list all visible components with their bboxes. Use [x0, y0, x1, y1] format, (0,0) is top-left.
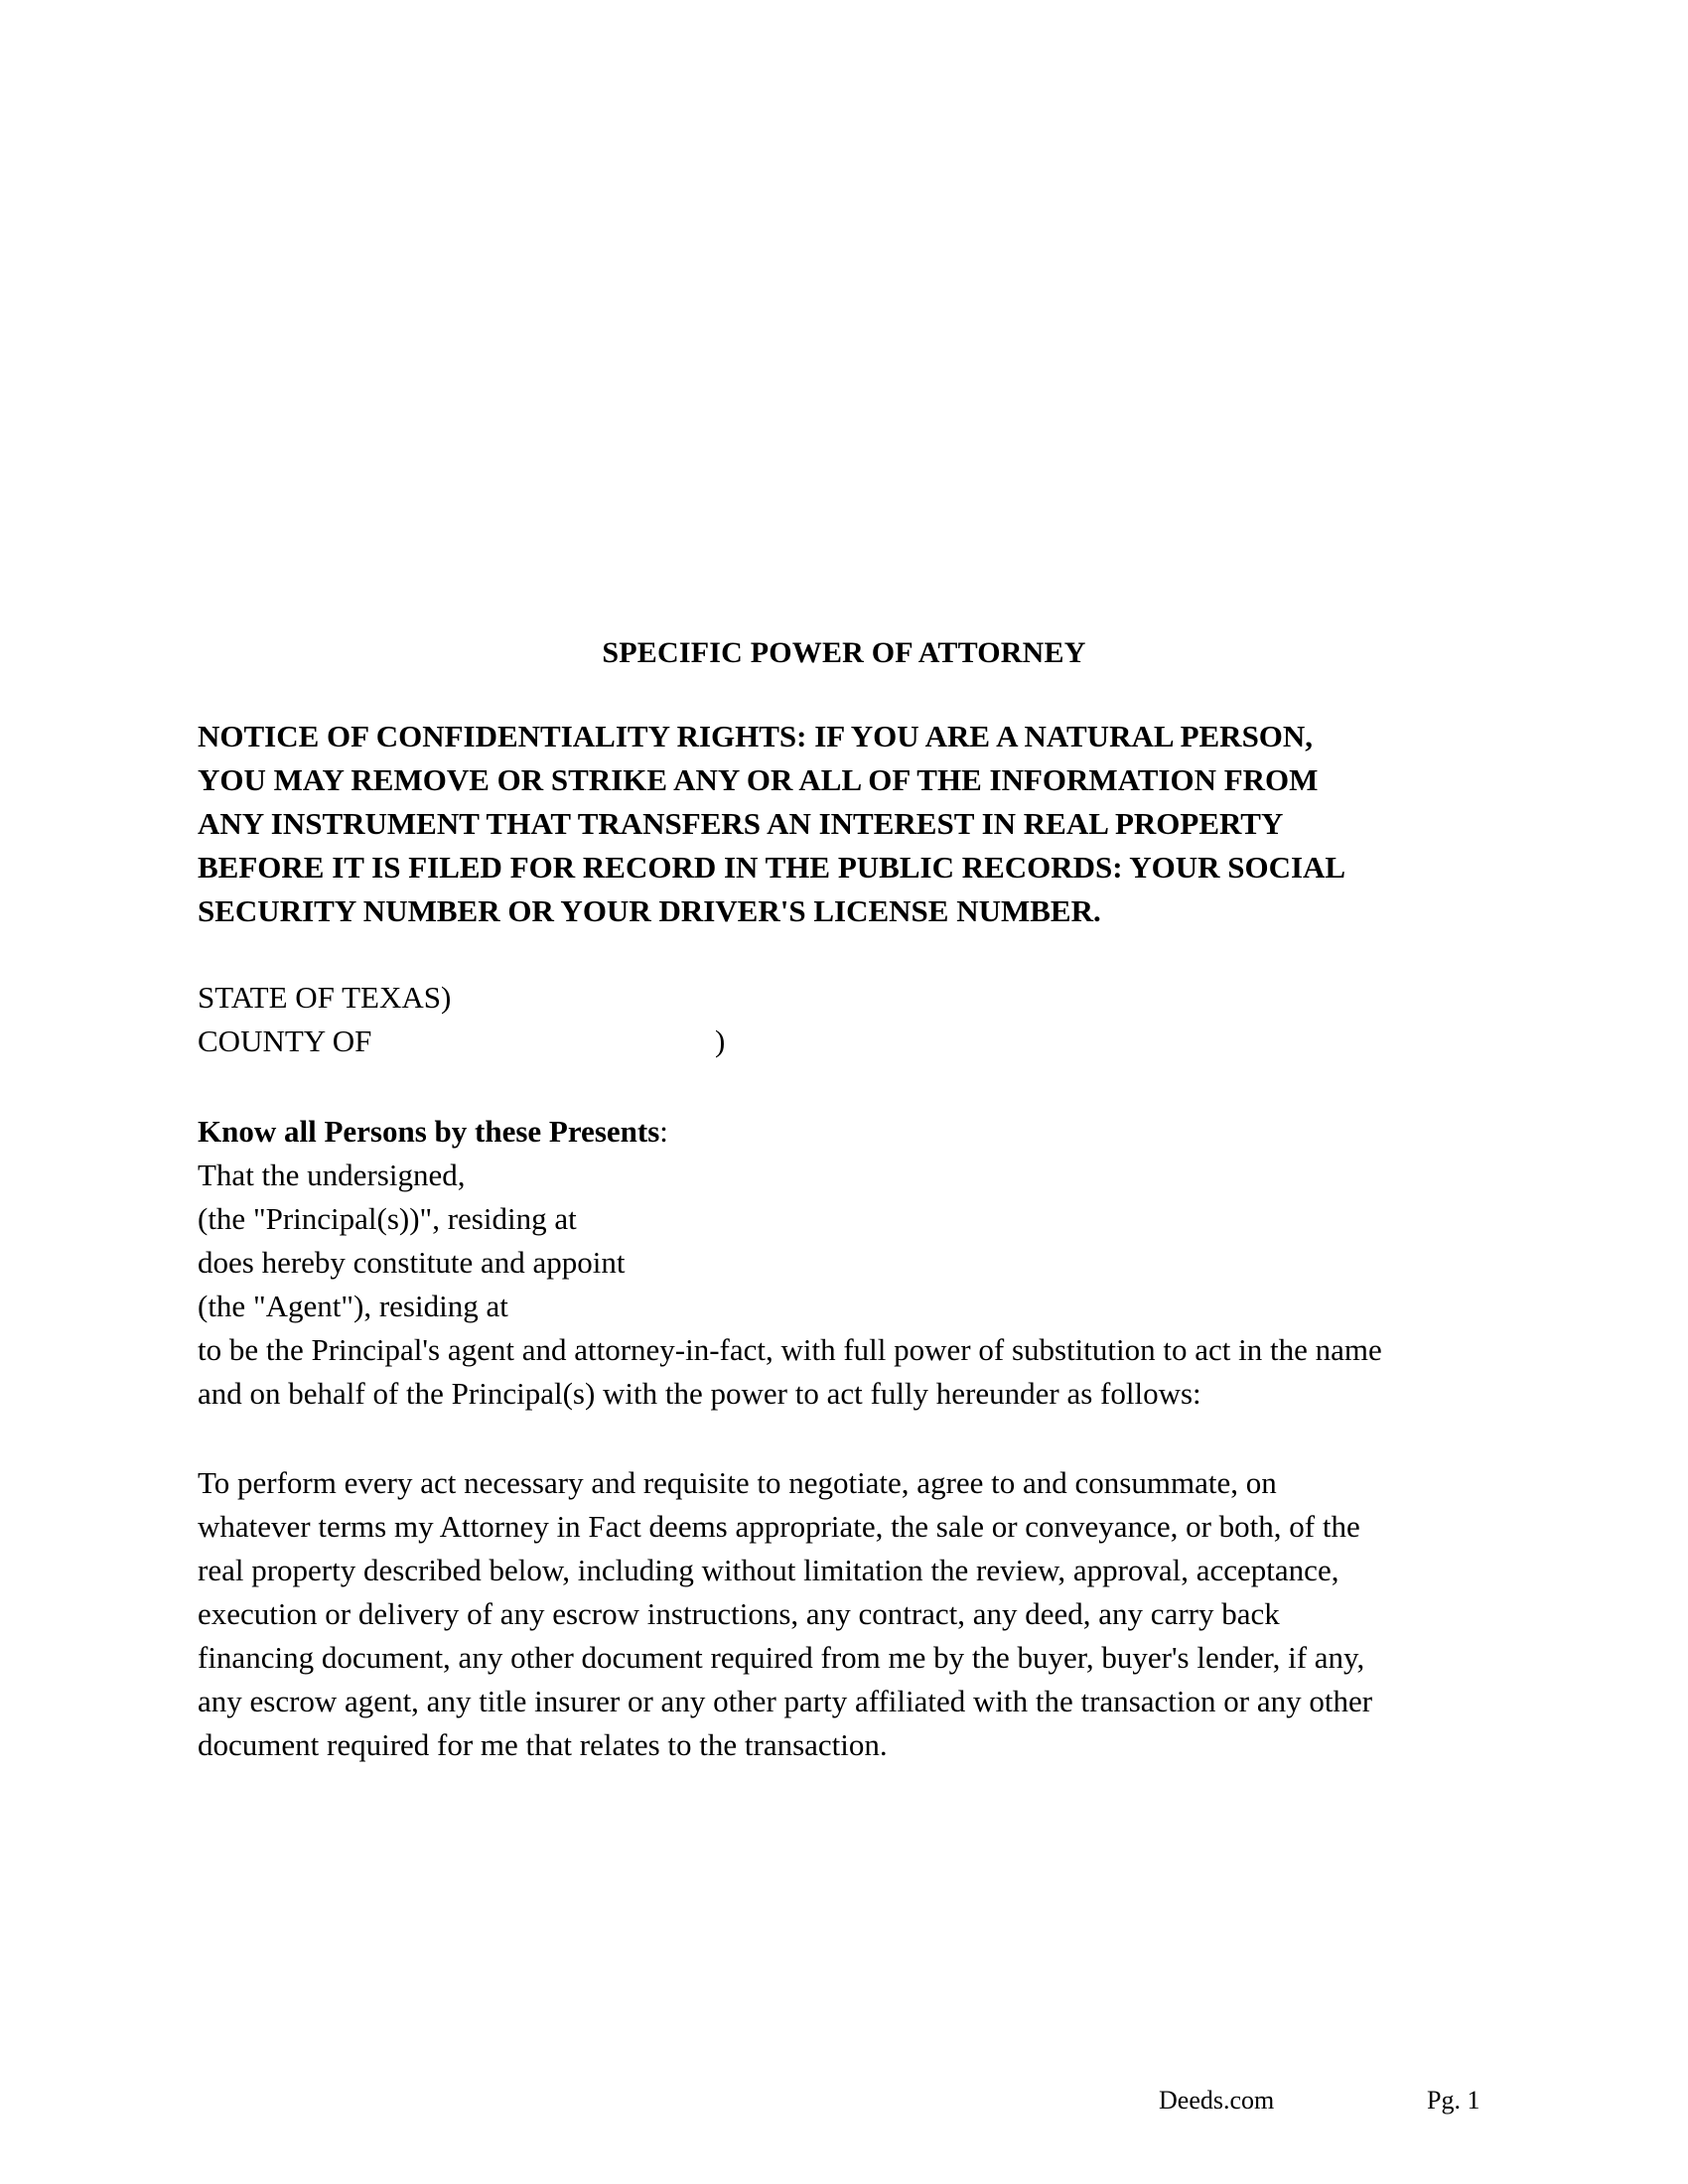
notice-line: ANY INSTRUMENT THAT TRANSFERS AN INTEREST IN REAL PROPERTY — [198, 806, 1284, 841]
presents-line: does hereby constitute and appoint — [198, 1245, 626, 1280]
notice-line: BEFORE IT IS FILED FOR RECORD IN THE PUBLIC RECORDS: YOUR SOCIAL — [198, 850, 1346, 885]
powers-line: To perform every act necessary and requisite to negotiate, agree to and consummate, on — [198, 1465, 1277, 1500]
presents-heading-line — [198, 1110, 1498, 1154]
powers-paragraph — [198, 1461, 1498, 1767]
notice-line: NOTICE OF CONFIDENTIALITY RIGHTS: IF YOU ARE A NATURAL PERSON, — [198, 719, 1314, 753]
presents-line: That the undersigned, — [198, 1158, 466, 1192]
presents-line: and on behalf of the Principal(s) with the power to act fully hereunder as follows: — [198, 1376, 1201, 1411]
presents-heading: Know all Persons by these Presents — [198, 1114, 660, 1149]
presents-line: (the "Principal(s))", residing at — [198, 1201, 577, 1236]
notice-line: SECURITY NUMBER OR YOUR DRIVER'S LICENSE NUMBER. — [198, 893, 1101, 928]
powers-line: document required for me that relates to the transaction. — [198, 1727, 888, 1762]
presents-line: to be the Principal's agent and attorney-in-fact, with full power of substitution to act in the name — [198, 1332, 1382, 1367]
presents-line: (the "Agent"), residing at — [198, 1289, 508, 1323]
county-label: COUNTY OF — [198, 1024, 372, 1058]
powers-line: whatever terms my Attorney in Fact deems appropriate, the sale or conveyance, or both, of the — [198, 1509, 1360, 1544]
powers-line: real property described below, including without limitation the review, approval, acceptance, — [198, 1553, 1339, 1587]
presents-heading-suffix: : — [659, 1114, 668, 1149]
powers-line: any escrow agent, any title insurer or any other party affiliated with the transaction or any other — [198, 1684, 1373, 1718]
county-line — [198, 1020, 1091, 1063]
powers-line: financing document, any other document required from me by the buyer, buyer's lender, if any, — [198, 1640, 1365, 1675]
state-line — [198, 976, 1091, 1020]
presents-section — [198, 1110, 1498, 1416]
footer-site: Deeds.com — [1159, 2086, 1275, 2115]
confidentiality-notice — [198, 715, 1488, 933]
notice-line: YOU MAY REMOVE OR STRIKE ANY OR ALL OF THE INFORMATION FROM — [198, 762, 1319, 797]
state-label: STATE OF TEXAS) — [198, 980, 452, 1015]
powers-line: execution or delivery of any escrow instructions, any contract, any deed, any carry back — [198, 1596, 1280, 1631]
page-number: Pg. 1 — [1427, 2086, 1480, 2115]
venue-block — [198, 976, 1091, 1063]
county-paren: ) — [715, 1024, 726, 1058]
document-title: SPECIFIC POWER OF ATTORNEY — [602, 636, 1086, 669]
